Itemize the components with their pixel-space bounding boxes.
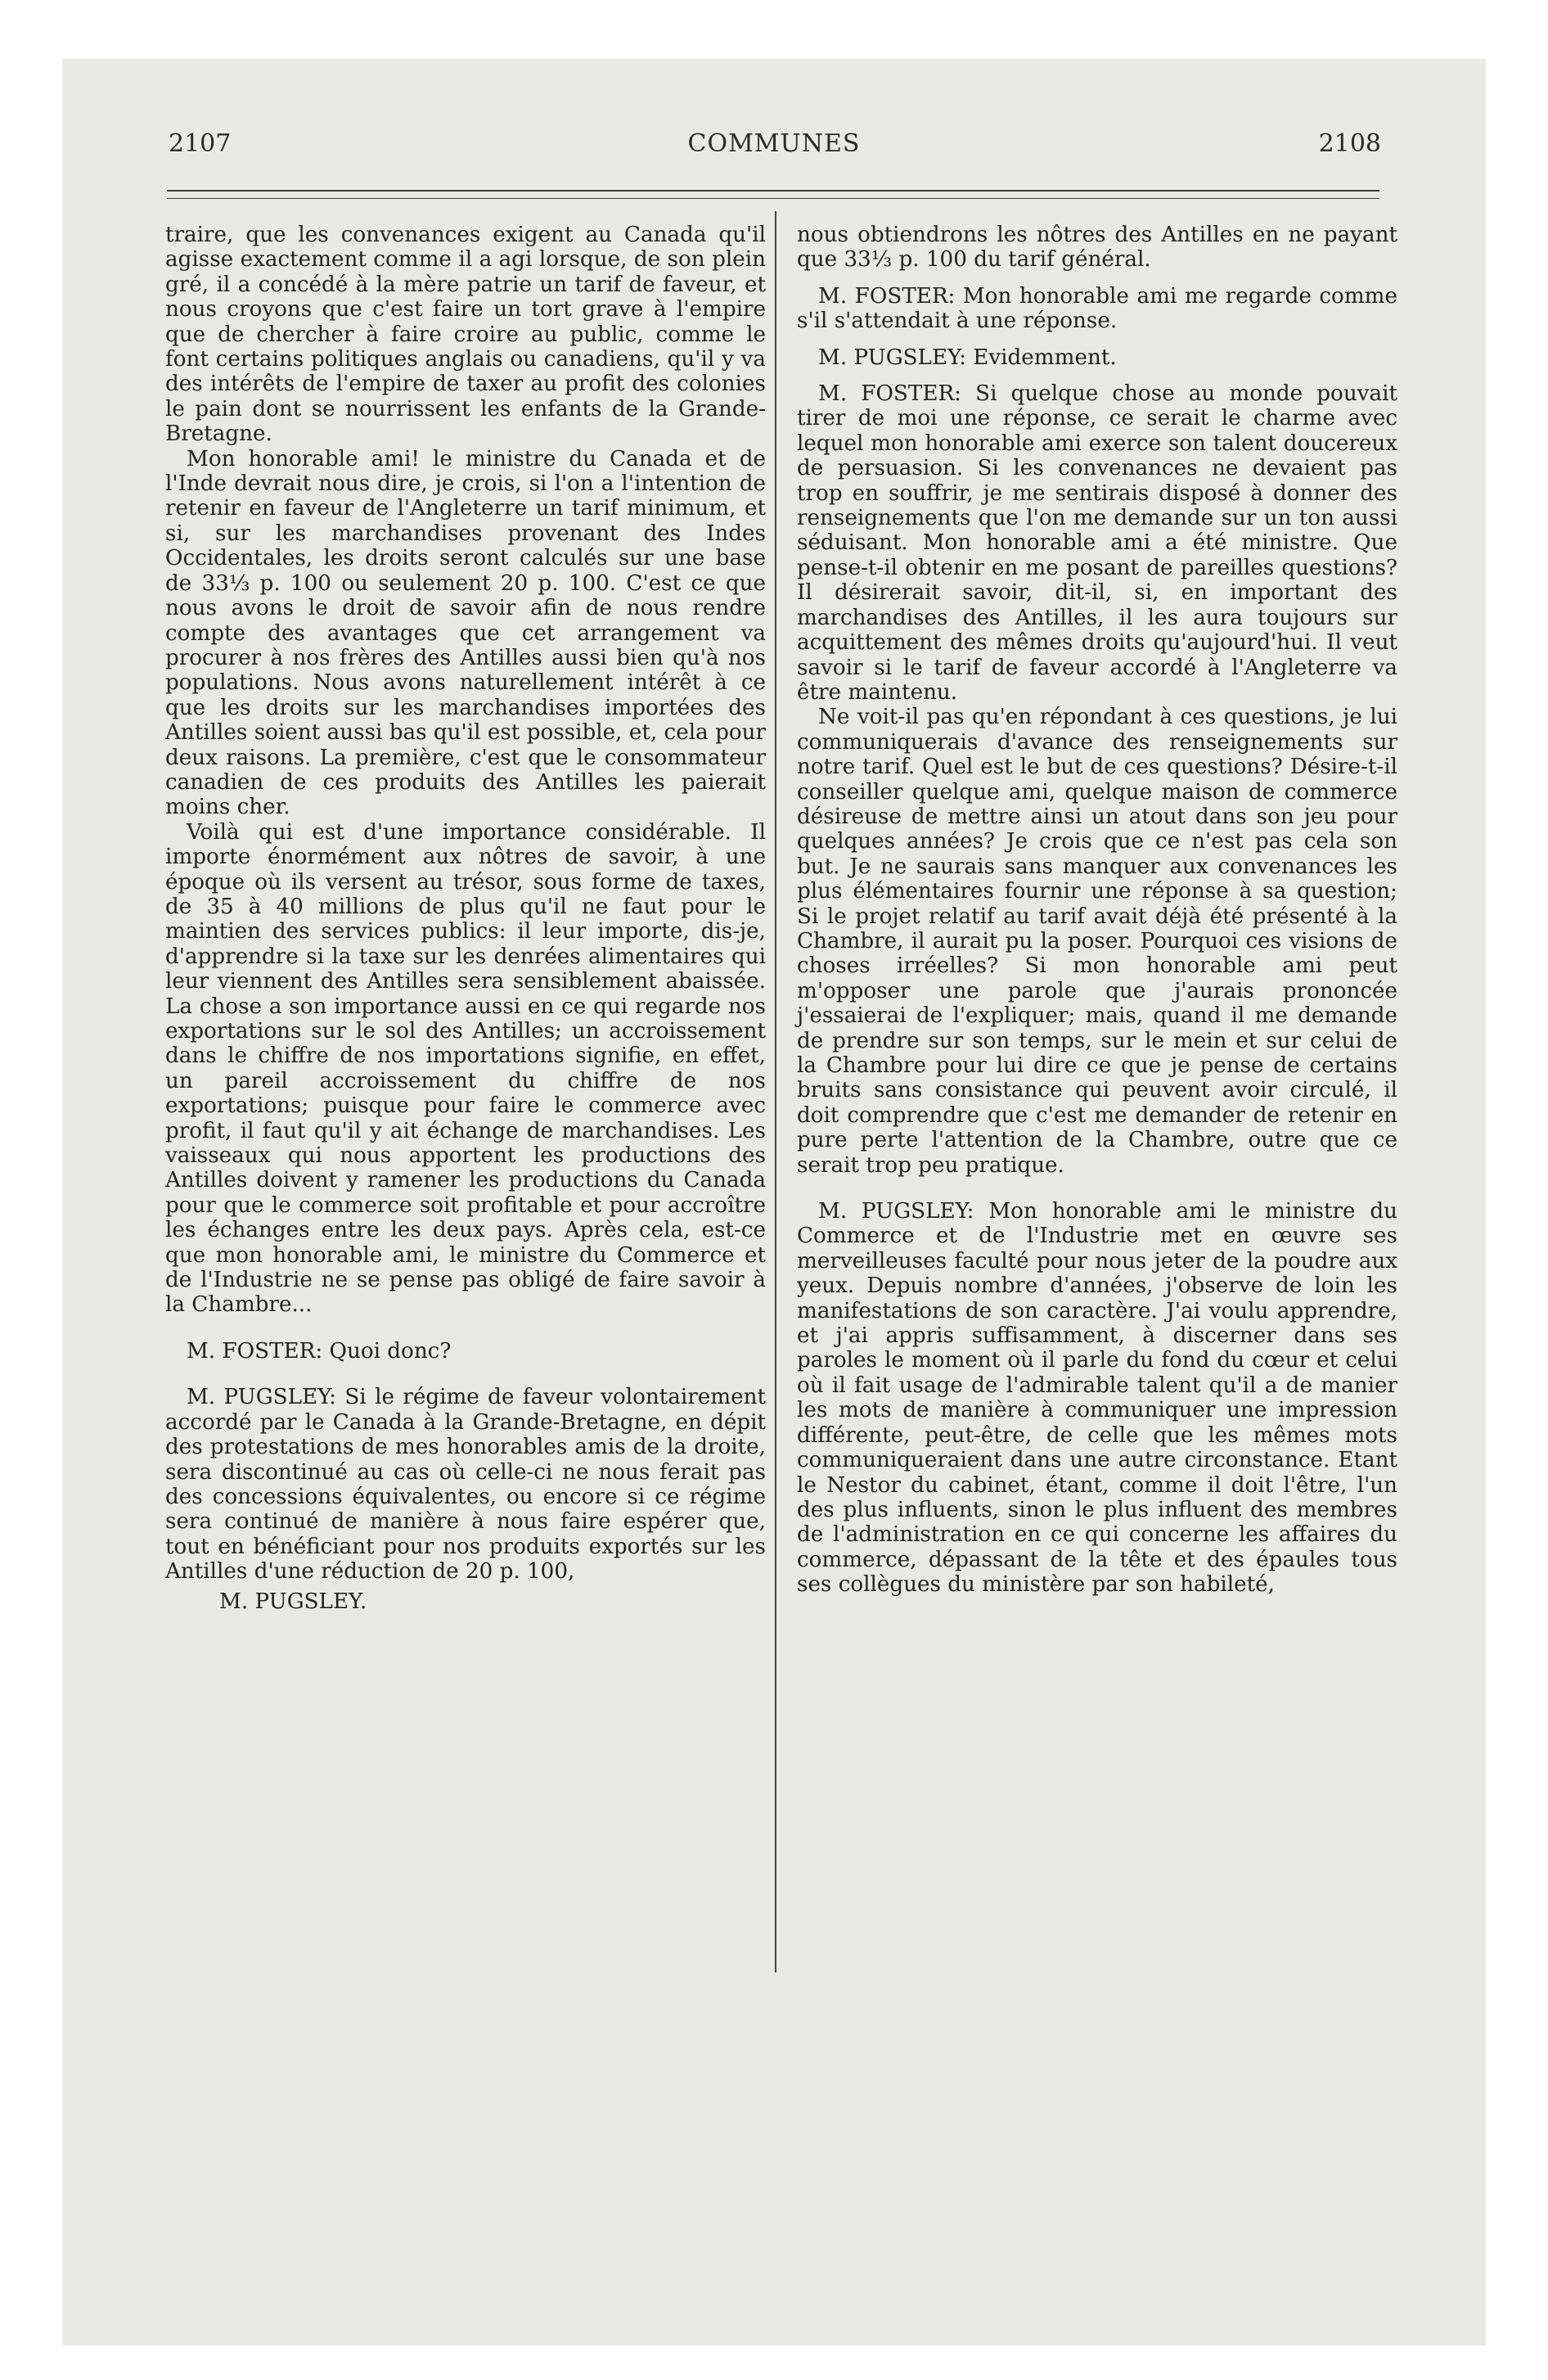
paragraph: Voilà qui est d'une importance considérable. Il importe énormément aux nôtres de savoir, à une époque où ils versent au trésor, sous forme de taxes, de 35 à 40 millions de plus qu'il ne faut pour le maintien des services publics: il leur importe, dis-je, d'apprendre si la taxe sur les denrées alimentaires qui leur viennent des Antilles sera sensiblement abaissée. La chose a son importance aussi en ce qui regarde nos exportations sur le sol des Antilles; un accroissement dans le chiffre de nos importations signifie, en effet, un pareil accroissement du chiffre de nos exportations; puisque pour faire le commerce avec profit, il faut qu'il y ait échange de marchandises. Les vaisseaux qui nous apportent les productions des Antilles doivent y ramener les productions du Canada pour que le commerce soit profitable et pour accroître les échanges entre les deux pays. Après cela, est-ce que mon honorable ami, le ministre du Commerce et de l'Industrie ne se pense pas obligé de faire savoir à la Chambre... — [165, 819, 766, 1318]
header-rule — [167, 190, 1379, 192]
right-column — [797, 223, 1397, 1598]
speaker-paragraph: M. PUGSLEY: Mon honorable ami le ministre du Commerce et de l'Industrie met en œuvre ses merveilleuses faculté pour nous jeter de la poudre aux yeux. Depuis nombre d'années, j'observe de loin les manifestations de son caractère. J'ai voulu apprendre, et j'ai appris suffisamment, à discerner dans ses paroles le moment où il parle du fond du cœur et celui où il fait usage de l'admirable talent qu'il a de manier les mots de manière à communiquer une impression différente, peut-être, de celle que les mêmes mots communiqueraient dans une autre circonstance. Etant le Nestor du cabinet, étant, comme il doit l'être, l'un des plus influents, sinon le plus influent des membres de l'administration en ce qui concerne les affaires du commerce, dépassant de la tête et des épaules tous ses collègues du ministère par son habileté, — [797, 1199, 1397, 1598]
speaker-signature: M. PUGSLEY. — [219, 1589, 367, 1614]
paragraph: traire, que les convenances exigent au Canada qu'il agisse exactement comme il a agi lorsque, de son plein gré, il a concédé à la mère patrie un tarif de faveur, et nous croyons que c'est faire un tort grave à l'empire que de chercher à faire croire au public, comme le font certains politiques anglais ou canadiens, qu'il y va des intérêts de l'empire de taxer au profit des colonies le pain dont se nourrissent les enfants de la Grande-Bretagne. — [165, 223, 766, 447]
running-title: COMMUNES — [687, 129, 861, 158]
left-column — [165, 223, 766, 1614]
left-page-number: 2107 — [169, 129, 232, 158]
speaker-paragraph: M. FOSTER: Quoi donc? — [187, 1338, 452, 1364]
paragraph: Mon honorable ami! le ministre du Canada et de l'Inde devrait nous dire, je crois, si l'on a l'intention de retenir en faveur de l'Angleterre un tarif minimum, et si, sur les marchandises provenant des Indes Occidentales, les droits seront calculés sur une base de 33⅓ p. 100 ou seulement 20 p. 100. C'est ce que nous avons le droit de savoir afin de nous rendre compte des avantages que cet arrangement va procurer à nos frères des Antilles aussi bien qu'à nos populations. Nous avons naturellement intérêt à ce que les droits sur les marchandises importées des Antilles soient aussi bas qu'il est possible, et, cela pour deux raisons. La première, c'est que le consommateur canadien de ces produits des Antilles les paierait moins cher. — [165, 446, 766, 820]
speaker-paragraph: M. FOSTER: Si quelque chose au monde pouvait tirer de moi une réponse, ce serait le charme avec lequel mon honorable ami exerce son talent doucereux de persuasion. Si les convenances ne devaient pas trop en souffrir, je me sentirais disposé à donner des renseignements que l'on me demande sur un ton aussi séduisant. Mon honorable ami a été ministre. Que pense-t-il obtenir en me posant de pareilles questions? Il désirerait savoir, dit-il, si, en important des marchandises des Antilles, il les aura toujours sur acquittement des mêmes droits qu'aujourd'hui. Il veut savoir si le tarif de faveur accordé à l'Angleterre va être maintenu. — [797, 381, 1397, 705]
speaker-paragraph: M. PUGSLEY: Si le régime de faveur volontairement accordé par le Canada à la Grande-Bretagne, en dépit des protestations de mes honorables amis de la droite, sera discontinué au cas où celle-ci ne nous ferait pas des concessions équivalentes, ou encore si ce régime sera continué de manière à nous faire espérer que, tout en bénéficiant pour nos produits exportés sur les Antilles d'une réduction de 20 p. 100, — [165, 1385, 766, 1584]
speaker-paragraph: M. FOSTER: Mon honorable ami me regarde comme s'il s'attendait à une réponse. — [797, 283, 1397, 334]
right-page-number: 2108 — [1318, 129, 1381, 158]
page-header — [62, 129, 1486, 178]
scanned-page — [62, 59, 1486, 2346]
column-divider — [775, 211, 776, 1972]
speaker-paragraph: M. PUGSLEY: Evidemment. — [818, 345, 1117, 370]
paragraph: Ne voit-il pas qu'en répondant à ces questions, je lui communiquerais d'avance des renseignements sur notre tarif. Quel est le but de ces questions? Désire-t-il conseiller quelque ami, quelque maison de commerce désireuse de mettre ainsi un atout dans son jeu pour quelques années? Je crois que ce n'est pas cela son but. Je ne saurais sans manquer aux convenances les plus élémentaires fournir une réponse à sa question; Si le projet relatif au tarif avait déjà été présenté à la Chambre, il aurait pu la poser. Pourquoi ces visions de choses irréelles? Si mon honorable ami peut m'opposer une parole que j'aurais prononcée j'essaierai de l'expliquer; mais, quand il me demande de prendre sur son temps, sur le mein et sur celui de la Chambre pour lui dire ce que je pense de certains bruits sans consistance qui peuvent avoir circulé, il doit comprendre que c'est me demander de retenir en pure perte l'attention de la Chambre, outre que ce serait trop peu pratique. — [797, 705, 1397, 1178]
header-rule-lower — [167, 198, 1379, 199]
paragraph: nous obtiendrons les nôtres des Antilles en ne payant que 33⅓ p. 100 du tarif général. — [797, 223, 1397, 273]
